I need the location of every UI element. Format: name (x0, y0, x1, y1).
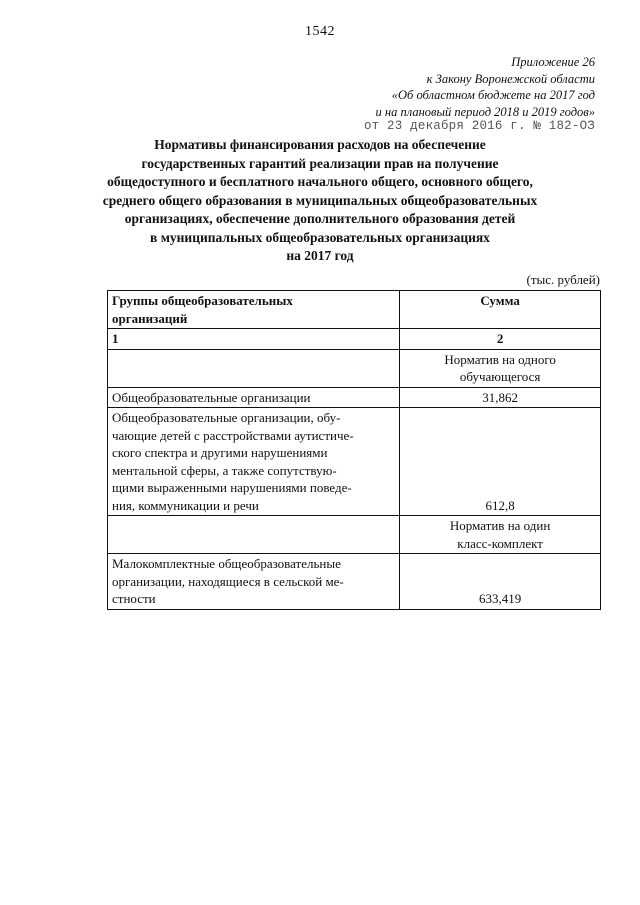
row-value-line: Норматив на одного (444, 351, 556, 367)
row-label-line: Общеобразовательные организации (112, 389, 311, 405)
appendix-block (235, 54, 595, 120)
row-label-cell (108, 387, 400, 408)
title-line: среднего общего образования в муниципальных общеобразовательных (102, 192, 538, 208)
appendix-line: и на плановый период 2018 и 2019 годов» (375, 104, 595, 119)
row-label-line: щими выраженными нарушениями поведе- (112, 480, 352, 495)
row-label-cell (108, 554, 400, 610)
table-row (108, 408, 601, 516)
row-value-line: Норматив на один (449, 518, 551, 533)
row-value-line: 31,862 (482, 389, 518, 405)
row-value-line: 612,8 (485, 497, 515, 513)
row-value-line: обучающегося (459, 369, 541, 384)
row-value-line: 633,419 (478, 591, 522, 606)
appendix-line: к Закону Воронежской области (426, 71, 595, 86)
appendix-line: «Об областном бюджете на 2017 год (391, 88, 595, 102)
unit-note: (тыс. рублей) (526, 272, 600, 287)
row-label-line: ментальной сферы, а также сопутствую- (112, 462, 337, 478)
row-label-line: ния, коммуникации и речи (112, 497, 259, 513)
column-number-row (108, 329, 601, 350)
column-number-2: 2 (400, 329, 601, 350)
row-label-line: ского спектра и другими нарушениями (112, 445, 328, 460)
header-groups-line: организаций (112, 310, 188, 326)
row-value-cell (400, 349, 601, 387)
header-sum-cell (400, 291, 601, 329)
table-row (108, 516, 601, 554)
row-value-line: класс-комплект (457, 535, 543, 551)
row-label-line: Малокомплектные общеобразовательные (112, 556, 341, 571)
title-line: государственных гарантий реализации прав на получение (141, 155, 499, 171)
title-line: Нормативы финансирования расходов на обеспечение (154, 137, 486, 152)
appendix-line: Приложение 26 (511, 55, 595, 69)
row-label-line: Общеобразовательные организации, обу- (112, 410, 341, 425)
row-label-line: стности (112, 591, 156, 606)
row-value-cell (400, 516, 601, 554)
norms-table (107, 290, 601, 610)
row-value-cell (400, 554, 601, 610)
row-label-cell (108, 516, 400, 554)
header-groups-line: Группы общеобразовательных (112, 293, 293, 308)
document-title (60, 136, 580, 266)
row-value-cell (400, 387, 601, 408)
table-row (108, 349, 601, 387)
header-groups-cell (108, 291, 400, 329)
table-row (108, 554, 601, 610)
order-stamp: от 23 декабря 2016 г. № 182-ОЗ (363, 119, 595, 133)
table-header-row (108, 291, 601, 329)
header-sum-label: Сумма (480, 293, 520, 308)
row-label-cell (108, 408, 400, 516)
title-line: в муниципальных общеобразовательных организациях (150, 229, 490, 245)
title-line: общедоступного и бесплатного начального общего, основного общего, (107, 174, 533, 189)
row-label-line: организации, находящиеся в сельской ме- (112, 573, 344, 589)
page-number: 1542 (305, 24, 335, 39)
row-label-cell (108, 349, 400, 387)
row-value-cell (400, 408, 601, 516)
column-number-1: 1 (108, 329, 400, 350)
title-line: организациях, обеспечение дополнительного образования детей (124, 211, 516, 226)
table-row (108, 387, 601, 408)
title-line: на 2017 год (286, 248, 354, 263)
row-label-line: чающие детей с расстройствами аутистиче- (112, 427, 354, 443)
